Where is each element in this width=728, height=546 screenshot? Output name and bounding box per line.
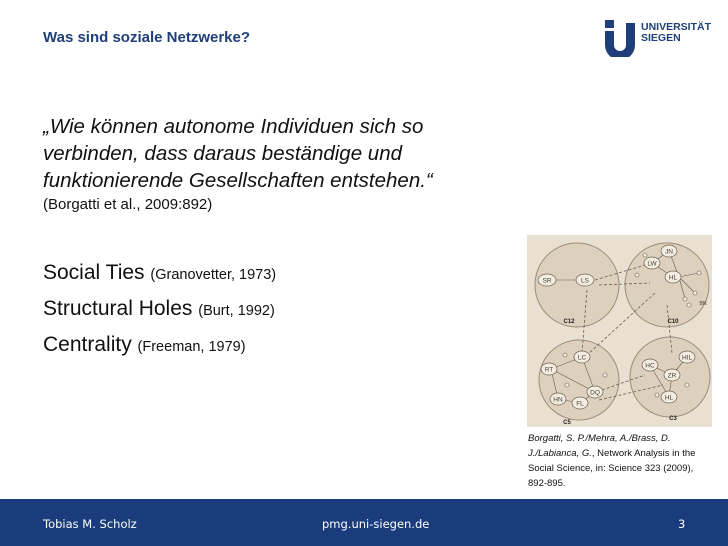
svg-text:HL: HL bbox=[664, 394, 674, 402]
svg-text:DQ: DQ bbox=[590, 389, 600, 397]
cluster-label: C10 bbox=[667, 319, 679, 325]
concept-term: Centrality bbox=[43, 333, 132, 356]
network-node bbox=[538, 274, 556, 286]
quote: „Wie können autonome Individuen sich so verbinden, dass daraus beständige und funktionierende Gesellschaften entstehen.“ bbox=[43, 115, 433, 192]
svg-text:LC: LC bbox=[577, 354, 587, 362]
slide-title: Was sind soziale Netzwerke? bbox=[43, 29, 251, 46]
logo-line-2: SIEGEN bbox=[641, 32, 681, 44]
network-node bbox=[679, 351, 695, 363]
concept-term: Social Ties bbox=[43, 261, 145, 284]
caption-text: , Network Analysis in the Social Science, in: Science 323 (2009), 892-895. bbox=[528, 448, 696, 489]
network-node bbox=[541, 363, 557, 375]
quote-source: (Borgatti et al., 2009:892) bbox=[43, 196, 213, 213]
network-node bbox=[587, 386, 603, 398]
cluster-label: C12 bbox=[563, 319, 575, 325]
svg-text:RT: RT bbox=[544, 366, 554, 374]
network-node bbox=[644, 257, 660, 269]
svg-text:HN: HN bbox=[553, 396, 563, 404]
caption-authors: Borgatti, S. P./Mehra, A./Brass, D. J./Labianca, G. bbox=[528, 433, 671, 459]
concept-social-ties bbox=[43, 256, 276, 292]
cluster-label: C5 bbox=[563, 420, 571, 426]
concept-term: Structural Holes bbox=[43, 297, 193, 320]
logo-text bbox=[641, 22, 711, 44]
logo-line-1: UNIVERSITÄT bbox=[641, 21, 712, 33]
network-node bbox=[572, 397, 588, 409]
svg-text:HIL: HIL bbox=[681, 354, 693, 362]
svg-text:HC: HC bbox=[645, 362, 655, 370]
concept-structural-holes bbox=[43, 292, 276, 328]
network-node bbox=[665, 271, 681, 283]
concept-ref: (Freeman, 1979) bbox=[137, 339, 246, 355]
concept-ref: (Granovetter, 1973) bbox=[150, 267, 277, 283]
footer-bar bbox=[0, 499, 728, 546]
footer-author: Tobias M. Scholz bbox=[43, 517, 137, 531]
concept-centrality bbox=[43, 328, 276, 364]
network-node bbox=[664, 369, 680, 381]
network-node bbox=[576, 274, 594, 286]
figure-caption bbox=[528, 431, 713, 491]
svg-text:HL: HL bbox=[668, 274, 678, 282]
network-node bbox=[574, 351, 590, 363]
svg-text:LW: LW bbox=[647, 260, 657, 268]
svg-text:FL: FL bbox=[576, 400, 584, 408]
network-node bbox=[642, 359, 658, 371]
svg-text:SR: SR bbox=[542, 277, 552, 285]
network-node bbox=[661, 391, 677, 403]
concept-ref: (Burt, 1992) bbox=[198, 303, 275, 319]
svg-text:JN: JN bbox=[665, 248, 673, 256]
footer-site: pmg.uni-siegen.de bbox=[322, 517, 430, 531]
network-figure bbox=[527, 235, 712, 427]
network-node bbox=[661, 245, 677, 257]
page-number: 3 bbox=[678, 517, 686, 531]
svg-text:ZR: ZR bbox=[667, 372, 677, 380]
network-node: BN bbox=[699, 301, 707, 307]
svg-text:LS: LS bbox=[581, 277, 589, 285]
network-node bbox=[550, 393, 566, 405]
cluster-label: C3 bbox=[669, 416, 677, 422]
concept-list bbox=[43, 256, 276, 364]
